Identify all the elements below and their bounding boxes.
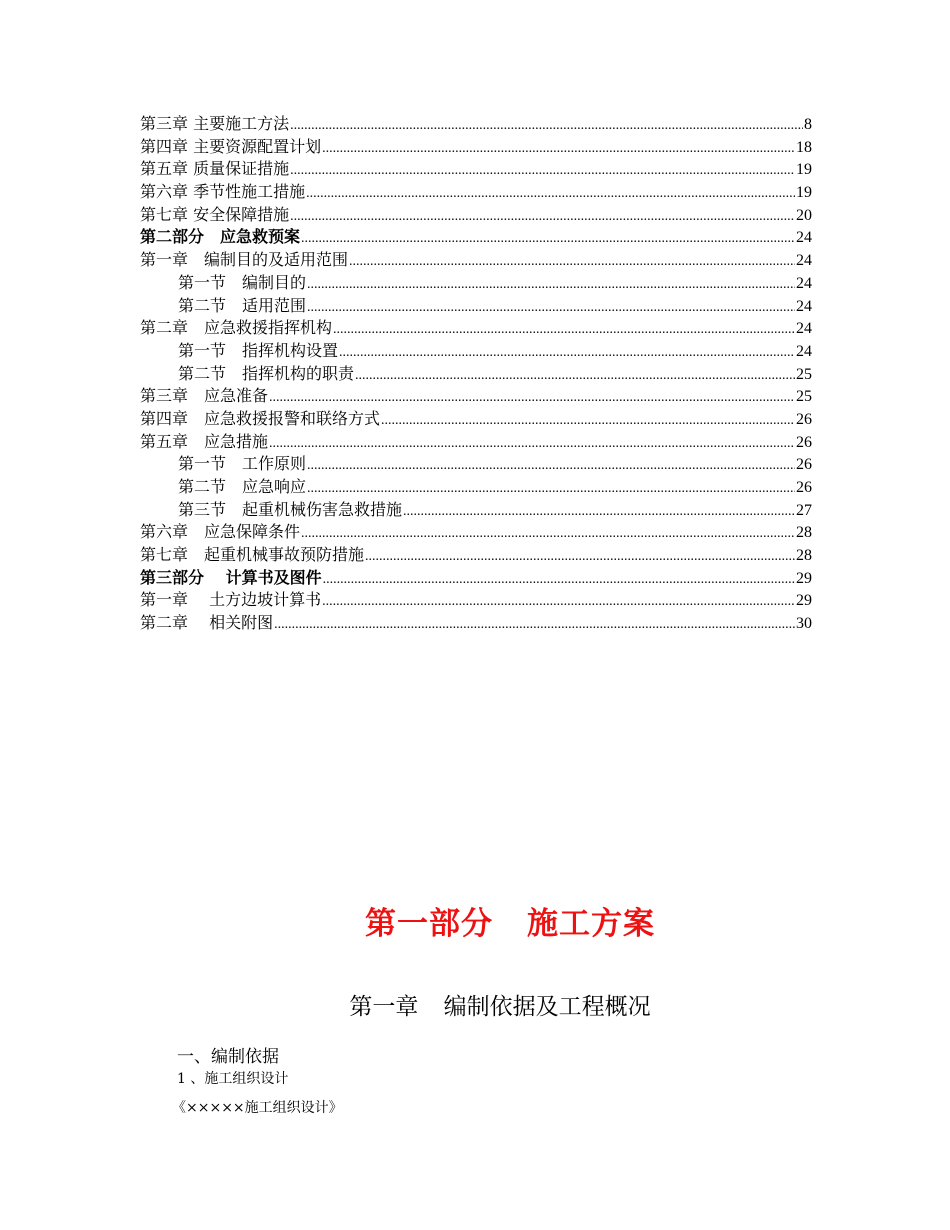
- toc-dot-leader: [301, 228, 795, 251]
- toc-entry-title: 第一章 编制目的及适用范围: [140, 250, 349, 270]
- toc-entry-title: 第四章 应急救援报警和联络方式: [140, 408, 381, 428]
- toc-entry-page: 26: [796, 410, 812, 428]
- toc-entry-title: 第二章 应急救援指挥机构: [140, 318, 333, 338]
- toc-entry[interactable]: [140, 295, 812, 318]
- toc-entry-title: 第二章 相关附图: [140, 613, 274, 633]
- toc-entry-page: 28: [796, 547, 812, 565]
- toc-dot-leader: [306, 183, 795, 206]
- chapter-title: [0, 988, 950, 1021]
- toc-entry-title: 第三章 应急准备: [140, 386, 269, 406]
- toc-dot-leader: [349, 251, 795, 274]
- toc-entry[interactable]: [140, 181, 812, 204]
- table-of-contents: [140, 113, 812, 635]
- toc-entry-page: 26: [796, 433, 812, 451]
- toc-dot-leader: [307, 455, 795, 478]
- toc-dot-leader: [323, 569, 795, 592]
- toc-entry-page: 20: [796, 206, 812, 224]
- toc-entry-title: 第五章 应急措施: [140, 431, 269, 451]
- toc-entry-page: 24: [796, 274, 812, 292]
- part-title-number: 第一部分: [364, 906, 493, 942]
- toc-dot-leader: [307, 297, 795, 320]
- toc-entry-page: 24: [796, 229, 812, 247]
- toc-entry-page: 8: [804, 116, 812, 133]
- toc-entry[interactable]: [140, 272, 812, 295]
- toc-entry[interactable]: [140, 136, 812, 159]
- toc-dot-leader: [333, 319, 795, 342]
- part-title-name: 施工方案: [527, 906, 656, 942]
- toc-entry[interactable]: [140, 385, 812, 408]
- toc-entry[interactable]: [140, 317, 812, 340]
- toc-entry-page: 24: [796, 252, 812, 270]
- toc-entry[interactable]: [140, 158, 812, 181]
- toc-entry-page: 28: [796, 524, 812, 542]
- toc-entry[interactable]: [140, 521, 812, 544]
- toc-entry[interactable]: [140, 431, 812, 454]
- toc-entry-title: 第一节 工作原则: [178, 454, 307, 474]
- toc-entry[interactable]: [140, 612, 812, 635]
- toc-dot-leader: [339, 342, 795, 365]
- toc-entry-page: 27: [796, 501, 812, 519]
- toc-entry[interactable]: [140, 476, 812, 499]
- toc-entry-page: 25: [796, 365, 812, 383]
- toc-dot-leader: [381, 410, 795, 433]
- toc-entry-page: 19: [796, 161, 812, 179]
- toc-entry[interactable]: [140, 204, 812, 227]
- toc-entry-title: 第二节 指挥机构的职责: [178, 363, 355, 383]
- toc-entry-page: 19: [796, 184, 812, 202]
- toc-entry-page: 29: [796, 569, 812, 587]
- toc-entry[interactable]: [140, 226, 812, 249]
- toc-entry-page: 18: [796, 138, 812, 156]
- toc-entry[interactable]: [140, 499, 812, 522]
- toc-dot-leader: [301, 523, 795, 546]
- toc-dot-leader: [290, 115, 803, 138]
- toc-dot-leader: [403, 501, 795, 524]
- toc-entry[interactable]: [140, 408, 812, 431]
- toc-entry-title: 第二节 适用范围: [178, 295, 307, 315]
- toc-entry-page: 29: [796, 592, 812, 610]
- toc-entry[interactable]: [140, 589, 812, 612]
- toc-entry[interactable]: [140, 363, 812, 386]
- toc-entry[interactable]: [140, 567, 812, 590]
- toc-entry[interactable]: [140, 340, 812, 363]
- toc-entry-title: 第六章 应急保障条件: [140, 522, 301, 542]
- toc-dot-leader: [290, 206, 795, 229]
- part-title: [0, 898, 950, 943]
- toc-entry-page: 24: [796, 320, 812, 338]
- sub-heading: 1 、施工组织设计: [177, 1071, 289, 1087]
- toc-entry-title: 第一节 编制目的: [178, 272, 307, 292]
- section-heading: 一、编制依据: [177, 1047, 279, 1067]
- toc-entry[interactable]: [140, 249, 812, 272]
- toc-entry[interactable]: [140, 113, 812, 136]
- toc-entry-title: 第二节 应急响应: [178, 477, 307, 496]
- toc-entry-title: 第四章 主要资源配置计划: [140, 136, 322, 156]
- toc-dot-leader: [322, 591, 795, 614]
- toc-entry-title: 第三节 起重机械伤害急救措施: [178, 499, 403, 519]
- toc-entry-page: 26: [796, 456, 812, 474]
- toc-entry-title: 第七章 起重机械事故预防措施: [140, 545, 365, 565]
- toc-dot-leader: [355, 365, 795, 388]
- toc-entry-title: 第七章 安全保障措施: [140, 204, 290, 224]
- toc-dot-leader: [274, 614, 795, 637]
- toc-entry-page: 24: [796, 297, 812, 315]
- toc-dot-leader: [307, 478, 795, 501]
- toc-entry-title: 第一章 土方边坡计算书: [140, 590, 322, 610]
- chapter-title-name: 编制依据及工程概况: [443, 994, 651, 1020]
- toc-entry-title: 第五章 质量保证措施: [140, 159, 290, 179]
- toc-entry-page: 26: [796, 479, 812, 496]
- toc-entry-page: 30: [796, 615, 812, 633]
- toc-dot-leader: [307, 274, 795, 297]
- toc-entry[interactable]: [140, 453, 812, 476]
- toc-entry[interactable]: [140, 544, 812, 567]
- toc-entry-title: 第二部分 应急救预案: [140, 227, 301, 247]
- toc-entry-title: 第六章 季节性施工措施: [140, 182, 306, 202]
- chapter-title-number: 第一章: [349, 994, 419, 1020]
- toc-entry-title: 第一节 指挥机构设置: [178, 340, 339, 360]
- toc-entry-page: 24: [796, 342, 812, 360]
- toc-entry-page: 25: [796, 388, 812, 406]
- toc-dot-leader: [290, 160, 795, 183]
- toc-dot-leader: [269, 433, 795, 456]
- toc-entry-title: 第三章 主要施工方法: [140, 114, 290, 133]
- toc-dot-leader: [322, 138, 795, 161]
- toc-entry-title: 第三部分 计算书及图件: [140, 567, 322, 587]
- toc-dot-leader: [269, 387, 795, 410]
- body-text: 《×××××施工组织设计》: [172, 1100, 343, 1116]
- toc-dot-leader: [365, 546, 795, 569]
